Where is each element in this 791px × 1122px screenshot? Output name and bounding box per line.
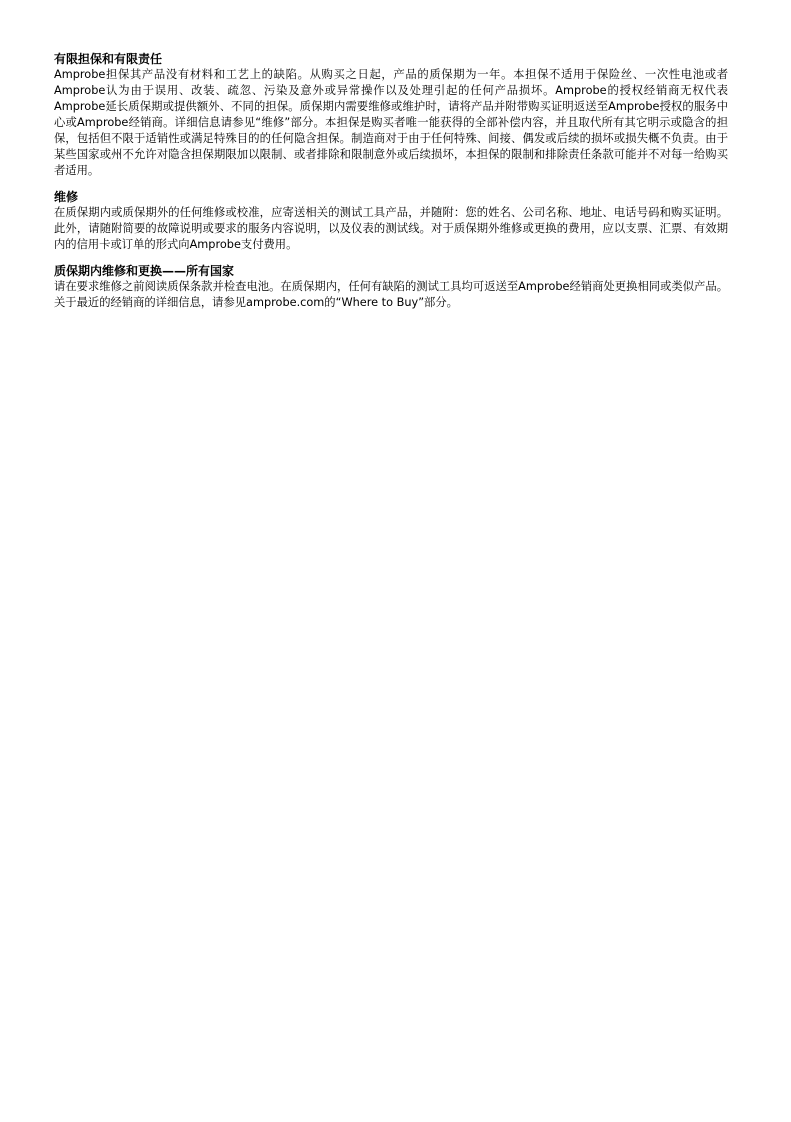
section-heading: 有限担保和有限责任 — [54, 52, 163, 66]
section-heading: 质保期内维修和更换——所有国家 — [54, 264, 235, 278]
section-heading: 维修 — [54, 190, 79, 204]
section-limited-warranty — [54, 51, 728, 179]
section-warranty-repair-replacement — [54, 263, 728, 311]
section-repair — [54, 189, 728, 253]
section-paragraph: Amprobe担保其产品没有材料和工艺上的缺陷。从购买之日起，产品的质保期为一年。本担保不适用于保险丝、一次性电池或者Amprobe认为由于误用、改装、疏忽、污染及意外或异常操作以及处理引起的任何产品损坏。Amprobe的授权经销商无权代表Amprobe延长质保期或提供额外、不同的担保。质保期内需要维修或维护时，请将产品并附带购买证明返送至Amprobe授权的服务中心或Amprobe经销商。详细信息请参见“维修”部分。本担保是购买者唯一能获得的全部补偿内容，并且取代所有其它明示或隐含的担保，包括但不限于适销性或满足特殊目的的任何隐含担保。制造商对于由于任何特殊、间接、偶发或后续的损坏或损失概不负责。由于某些国家或州不允许对隐含担保期限加以限制、或者排除和限制意外或后续损坏，本担保的限制和排除责任条款可能并不对每一给购买者适用。 — [54, 68, 728, 177]
document-page — [54, 51, 728, 321]
section-paragraph: 请在要求维修之前阅读质保条款并检查电池。在质保期内，任何有缺陷的测试工具均可返送至Amprobe经销商处更换相同或类似产品。关于最近的经销商的详细信息，请参见amprobe.com的“Where to Buy”部分。 — [54, 280, 728, 309]
section-paragraph: 在质保期内或质保期外的任何维修或校准，应寄送相关的测试工具产品，并随附：您的姓名、公司名称、地址、电话号码和购买证明。此外，请随附简要的故障说明或要求的服务内容说明，以及仪表的测试线。对于质保期外维修或更换的费用，应以支票、汇票、有效期内的信用卡或订单的形式向Amprobe支付费用。 — [54, 206, 728, 251]
